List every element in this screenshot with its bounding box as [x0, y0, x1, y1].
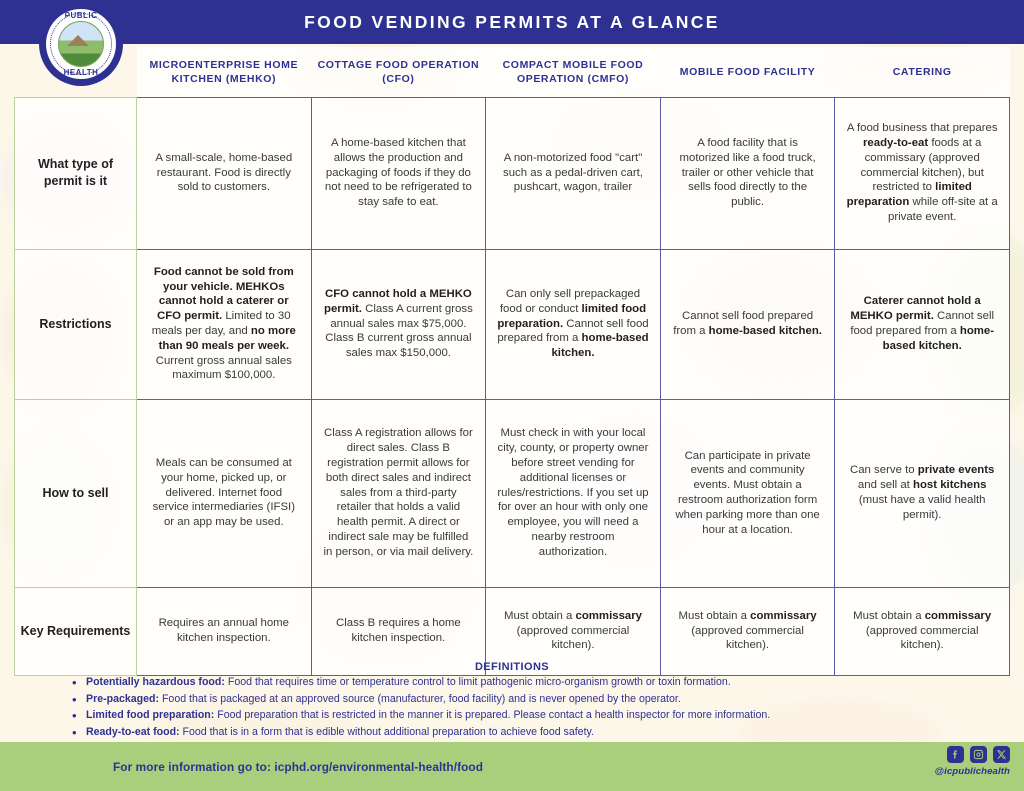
page-title: FOOD VENDING PERMITS AT A GLANCE	[304, 11, 720, 32]
cell-key-requirements-catering: Must obtain a commissary (approved commercial kitchen).	[835, 587, 1010, 675]
definition-text: Food that requires time or temperature control to limit pathogenic micro-organism growth or toxin formation.	[224, 676, 731, 688]
definition-item-pre-packaged	[64, 693, 960, 706]
definition-term: Potentially hazardous food:	[86, 676, 225, 688]
cell-restrictions-cmfo: Can only sell prepackaged food or conduct limited food preparation. Cannot sell food prepared from a home-based kitchen.	[486, 249, 661, 399]
cell-permit-type-catering: A food business that prepares ready-to-eat foods at a commissary (approved commercial kitchen), but restricted to limited preparation while off-site at a private event.	[835, 97, 1010, 249]
cell-restrictions-mehko: Food cannot be sold from your vehicle. MEHKOs cannot hold a caterer or CFO permit. Limited to 30 meals per day, and no more than 90 meals per week. Current gross annual sales maximum $100,000.	[137, 249, 312, 399]
cell-key-requirements-cfo: Class B requires a home kitchen inspection.	[311, 587, 486, 675]
cell-how-to-sell-mehko: Meals can be consumed at your home, picked up, or delivered. Internet food service intermediaries (IFSI) or an app may be used.	[137, 399, 312, 587]
permits-comparison-table-wrapper	[14, 47, 1010, 676]
cell-how-to-sell-cfo: Class A registration allows for direct sales. Class B registration permit allows for both direct sales and indirect sales from a third-party retailer that holds a valid health permit. A direct or indirect sale may be fulfilled in person, or via mail delivery.	[311, 399, 486, 587]
permits-comparison-table	[14, 47, 1010, 676]
definitions-section	[0, 659, 1024, 743]
column-header-mehko: MICROENTERPRISE HOME KITCHEN (MEHKO)	[137, 47, 312, 97]
header-banner	[0, 0, 1024, 44]
cell-permit-type-cmfo: A non-motorized food "cart" such as a pedal-driven cart, pushcart, wagon, trailer	[486, 97, 661, 249]
cell-restrictions-mff: Cannot sell food prepared from a home-based kitchen.	[660, 249, 835, 399]
cell-how-to-sell-catering: Can serve to private events and sell at host kitchens (must have a valid health permit).	[835, 399, 1010, 587]
row-label-key-requirements: Key Requirements	[15, 587, 137, 675]
table-header-row	[15, 47, 1010, 97]
row-label-restrictions: Restrictions	[15, 249, 137, 399]
definition-text: Food preparation that is restricted in the manner it is prepared. Please contact a health inspector for more information.	[214, 709, 771, 722]
footer-website-link[interactable]: For more information go to: icphd.org/environmental-health/food	[113, 759, 484, 774]
column-header-cfo: COTTAGE FOOD OPERATION (CFO)	[311, 47, 486, 97]
table-header	[15, 47, 1010, 97]
instagram-icon[interactable]	[970, 746, 987, 763]
x-twitter-icon[interactable]	[993, 746, 1010, 763]
cell-how-to-sell-cmfo: Must check in with your local city, county, or property owner before street vending for additional licenses or rules/restrictions. If you set up for over an hour with only one employee, you will need a nearby restroom authorization.	[486, 399, 661, 587]
definition-text: Food that is in a form that is edible without additional preparation to achieve food safety.	[179, 726, 594, 739]
cell-permit-type-mff: A food facility that is motorized like a food truck, trailer or other vehicle that sells food directly to the public.	[660, 97, 835, 249]
table-body	[15, 97, 1010, 675]
seal-inner	[46, 9, 116, 79]
column-header-mff: MOBILE FOOD FACILITY	[660, 47, 835, 97]
social-handle: @icpublichealth	[934, 766, 1010, 777]
definition-term: Pre-packaged:	[86, 692, 160, 705]
cell-permit-type-mehko: A small-scale, home-based restaurant. Food is directly sold to customers.	[137, 97, 312, 249]
facebook-icon[interactable]	[947, 746, 964, 763]
column-header-catering: CATERING	[835, 47, 1010, 97]
definition-term: Limited food preparation:	[86, 709, 215, 722]
definition-item-ready-to-eat-food	[64, 726, 960, 739]
definition-term: Ready-to-eat food:	[86, 726, 180, 739]
column-header-cmfo: COMPACT MOBILE FOOD OPERATION (CMFO)	[486, 47, 661, 97]
seal-bottom-word: HEALTH	[63, 68, 99, 77]
imperial-county-public-health-seal-logo	[39, 2, 123, 86]
cell-permit-type-cfo: A home-based kitchen that allows the production and packaging of foods if they do not need to be refrigerated to stay safe to eat.	[311, 97, 486, 249]
table-row-restrictions	[15, 249, 1010, 399]
cell-how-to-sell-mff: Can participate in private events and community events. Must obtain a restroom authorization form when parking more than one hour at a location.	[660, 399, 835, 587]
definitions-list	[64, 676, 960, 739]
row-label-permit-type: What type of permit is it	[15, 97, 137, 249]
cell-restrictions-cfo: CFO cannot hold a MEHKO permit. Class A current gross annual sales max $75,000. Class B current gross annual sales max $150,000.	[311, 249, 486, 399]
definition-item-limited-food-preparation	[64, 709, 960, 722]
definition-text: Food that is packaged at an approved source (manufacturer, food facility) and is never opened by the operator.	[159, 692, 681, 705]
social-icons-row	[935, 746, 1010, 763]
definitions-title: DEFINITIONS	[474, 661, 550, 673]
row-label-how-to-sell: How to sell	[15, 399, 137, 587]
social-media-block	[935, 746, 1010, 777]
table-row-how-to-sell	[15, 399, 1010, 587]
cell-key-requirements-cmfo: Must obtain a commissary (approved commercial kitchen).	[486, 587, 661, 675]
cell-key-requirements-mff: Must obtain a commissary (approved commercial kitchen).	[660, 587, 835, 675]
definition-item-potentially-hazardous-food	[64, 676, 960, 689]
footer-bar	[0, 742, 1024, 791]
seal-top-word: PUBLIC	[64, 11, 98, 20]
seal-landscape-emblem	[58, 21, 104, 67]
cell-restrictions-catering: Caterer cannot hold a MEHKO permit. Cannot sell food prepared from a home-based kitchen.	[835, 249, 1010, 399]
table-row-permit-type	[15, 97, 1010, 249]
cell-key-requirements-mehko: Requires an annual home kitchen inspection.	[137, 587, 312, 675]
